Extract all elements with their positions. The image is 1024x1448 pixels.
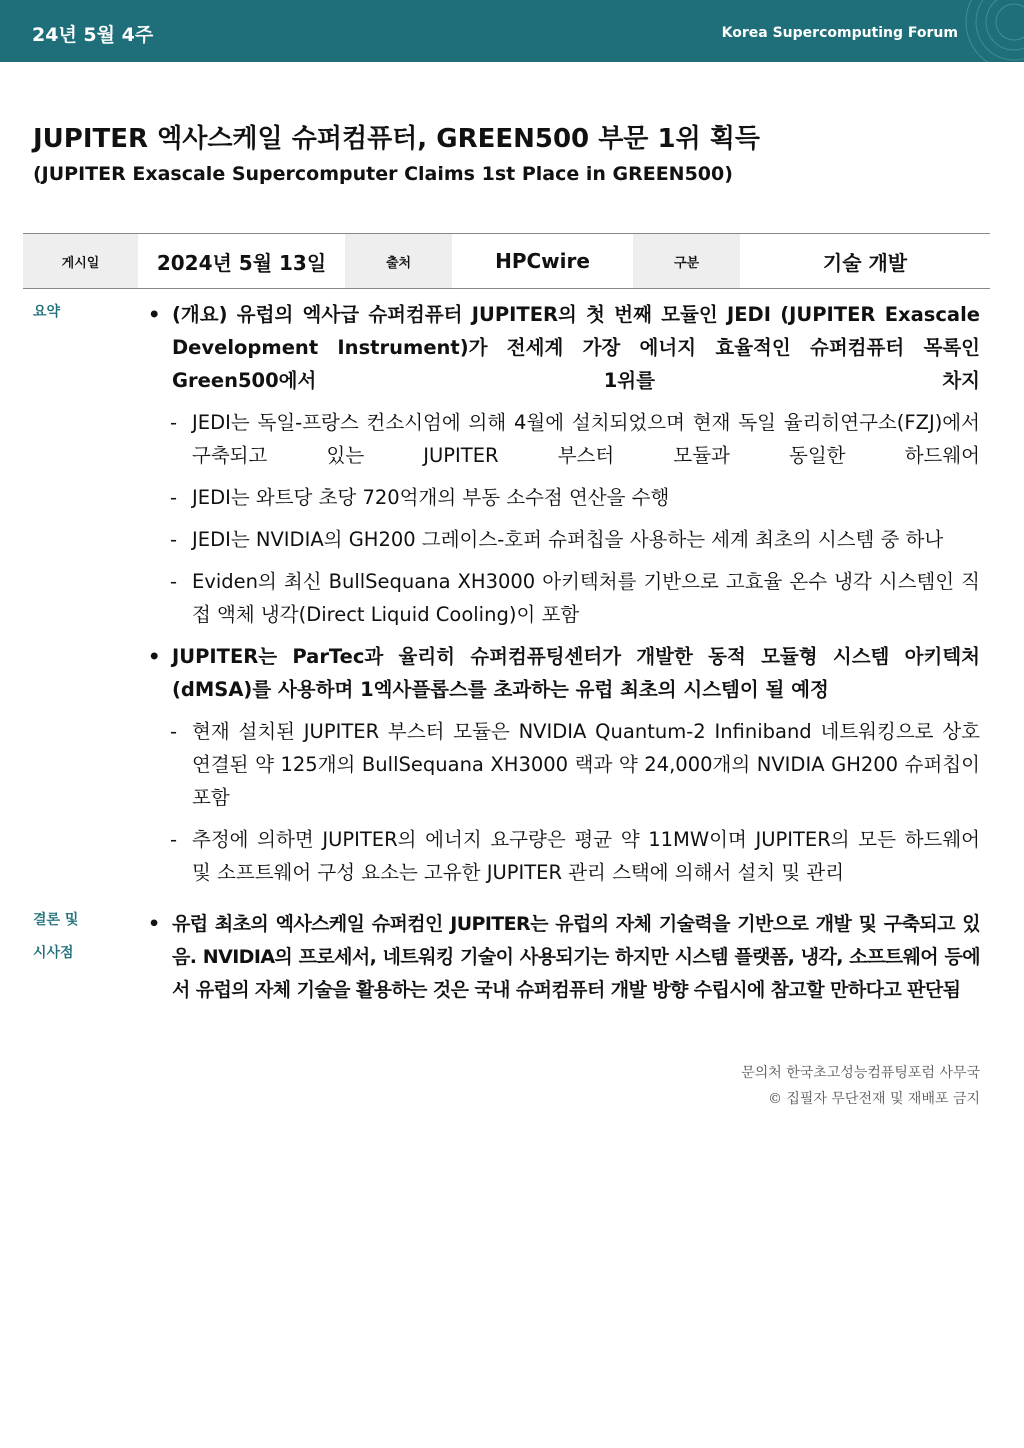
dash-text: JEDI는 와트당 초당 720억개의 부동 소수점 연산을 수행	[192, 486, 670, 509]
header-week: 24년 5월 4주	[32, 24, 154, 46]
dash-text: JEDI는 NVIDIA의 GH200 그레이스-호퍼 슈퍼칩을 사용하는 세계 최초의 시스템 중 하나	[192, 528, 944, 551]
summary-dash-item	[148, 481, 980, 514]
summary-content	[148, 298, 980, 889]
summary-dash-item	[148, 406, 980, 472]
conclusion-label	[33, 904, 103, 970]
summary-dash-item	[148, 523, 980, 556]
info-table	[23, 233, 990, 289]
conclusion-bullet	[148, 908, 980, 1007]
dash-text: 현재 설치된 JUPITER 부스터 모듈은 NVIDIA Quantum-2 Infiniband 네트워킹으로 상호 연결된 약 125개의 BullSequana XH3000 랙과 약 24,000개의 NVIDIA GH200 슈퍼칩이 포함	[192, 720, 980, 809]
dash-text: Eviden의 최신 BullSequana XH3000 아키텍처를 기반으로 고효율 온수 냉각 시스템인 직접 액체 냉각(Direct Liquid Cooling)이 포함	[192, 570, 980, 626]
article-title: JUPITER 엑사스케일 슈퍼컴퓨터, GREEN500 부문 1위 획득	[33, 124, 760, 154]
source-label: 출처	[345, 234, 452, 288]
header-decoration	[934, 0, 1024, 62]
summary-dash-item	[148, 565, 980, 631]
category-label: 구분	[633, 234, 740, 288]
bullet-mark: •	[148, 303, 161, 326]
bullet-mark: •	[148, 913, 160, 935]
bullet-mark: •	[148, 645, 161, 668]
conclusion-text: 유럽 최초의 엑사스케일 슈퍼컴인 JUPITER는 유럽의 자체 기술력을 기반으로 개발 및 구축되고 있음. NVIDIA의 프로세서, 네트워킹 기술이 사용되기는 하지만 시스템 플랫폼, 냉각, 소프트웨어 등에서 유럽의 자체 기술을 활용하는 것은 국내 슈퍼컴퓨터 개발 방향 수립시에 참고할 만하다고 판단됨	[172, 913, 980, 1001]
date-label: 게시일	[23, 234, 138, 288]
footer-copyright: © 집필자 무단전재 및 재배포 금지	[767, 1091, 980, 1107]
dash-mark: -	[170, 720, 178, 743]
dash-mark: -	[170, 528, 178, 551]
source-value: HPCwire	[495, 249, 590, 273]
dash-mark: -	[170, 828, 178, 851]
conclusion-content	[148, 908, 980, 1007]
conclusion-label-line2: 시사점	[33, 945, 74, 961]
bullet-text: JUPITER는 ParTec과 율리히 슈퍼컴퓨팅센터가 개발한 동적 모듈형 시스템 아키텍처(dMSA)를 사용하며 1엑사플롭스를 초과하는 유럽 최초의 시스템이 될 예정	[172, 645, 980, 701]
dash-mark: -	[170, 486, 178, 509]
summary-label: 요약	[33, 304, 61, 320]
summary-dash-item	[148, 715, 980, 814]
dash-text: JEDI는 독일-프랑스 컨소시엄에 의해 4월에 설치되었으며 현재 독일 율리히연구소(FZJ)에서 구축되고 있는 JUPITER 부스터 모듈과 동일한 하드웨어	[192, 411, 980, 467]
footer-contact: 문의처 한국초고성능컴퓨팅포럼 사무국	[741, 1065, 980, 1081]
dash-text: 추정에 의하면 JUPITER의 에너지 요구량은 평균 약 11MW이며 JUPITER의 모든 하드웨어 및 소프트웨어 구성 요소는 고유한 JUPITER 관리 스택에 의해서 설치 및 관리	[192, 828, 980, 884]
conclusion-label-line1: 결론 및	[33, 912, 79, 928]
summary-dash-item	[148, 823, 980, 889]
dash-mark: -	[170, 411, 178, 434]
bullet-text: (개요) 유럽의 엑사급 슈퍼컴퓨터 JUPITER의 첫 번째 모듈인 JEDI (JUPITER Exascale Development Instrument)가 전세계 가장 에너지 효율적인 슈퍼컴퓨터 목록인 Green500에서 1위를 차지	[172, 303, 980, 392]
publish-date: 2024년 5월 13일	[156, 250, 327, 275]
category-value: 기술 개발	[822, 250, 908, 275]
page-header	[0, 0, 1024, 62]
header-org-name: Korea Supercomputing Forum	[721, 25, 958, 41]
article-subtitle: (JUPITER Exascale Supercomputer Claims 1st Place in GREEN500)	[33, 163, 733, 185]
summary-bullet-overview	[148, 298, 980, 397]
summary-bullet-architecture	[148, 640, 980, 706]
page-footer	[741, 1060, 980, 1112]
dash-mark: -	[170, 570, 178, 593]
